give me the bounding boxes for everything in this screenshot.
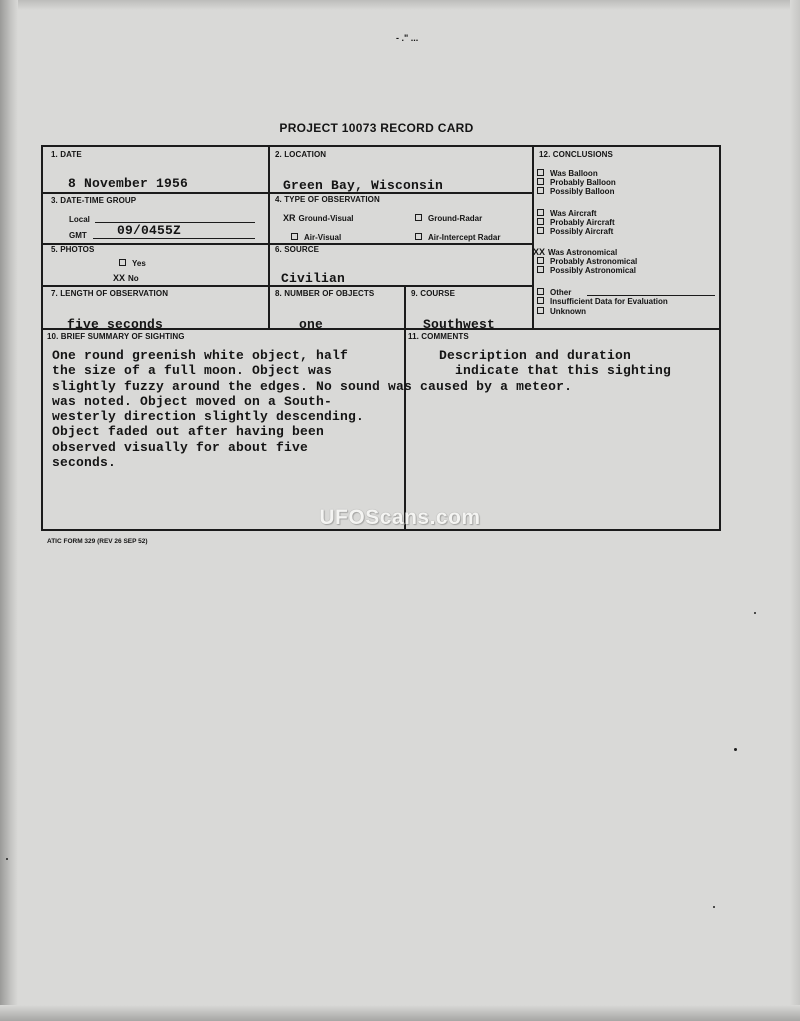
conclusion-possibly-aircraft: Possibly Aircraft [537, 227, 613, 236]
observation-type-label: 4. TYPE OF OBSERVATION [275, 195, 380, 204]
conclusion-was-astronomical: XX Was Astronomical [533, 247, 618, 257]
form-id: ATIC FORM 329 (REV 26 SEP 52) [47, 538, 148, 545]
conclusion-probably-balloon: Probably Balloon [537, 178, 616, 187]
number-label: 8. NUMBER OF OBJECTS [275, 289, 375, 298]
checkbox-icon [415, 233, 422, 240]
scan-edge-bottom [0, 1005, 800, 1021]
divider [268, 147, 270, 329]
length-label: 7. LENGTH OF OBSERVATION [51, 289, 169, 298]
option-air-visual: Air-Visual [291, 233, 341, 242]
conclusion-probably-astronomical: Probably Astronomical [537, 257, 637, 266]
checkbox-icon [537, 297, 544, 304]
checkbox-icon [537, 209, 544, 216]
option-air-intercept-radar: Air-Intercept Radar [415, 233, 500, 242]
conclusion-was-aircraft: Was Aircraft [537, 209, 597, 218]
gmt-value: 09/0455Z [117, 223, 182, 238]
checkbox-icon [537, 218, 544, 225]
summary-label: 10. BRIEF SUMMARY OF SIGHTING [47, 332, 185, 341]
checkbox-icon [537, 227, 544, 234]
conclusion-possibly-astronomical: Possibly Astronomical [537, 266, 636, 275]
margin-note: - ." ... [396, 33, 419, 43]
number-value: one [299, 317, 324, 332]
course-value: Southwest [423, 317, 496, 332]
watermark: UFOScans.com [319, 506, 481, 529]
conclusion-probably-aircraft: Probably Aircraft [537, 218, 615, 227]
checkbox-icon [537, 187, 544, 194]
checkbox-icon [537, 169, 544, 176]
photos-no: XX No [113, 273, 139, 283]
photos-label: 5. PHOTOS [51, 245, 95, 254]
option-ground-radar: Ground-Radar [415, 214, 482, 223]
conclusion-unknown: Unknown [537, 307, 586, 316]
source-label: 6. SOURCE [275, 245, 320, 254]
course-label: 9. COURSE [411, 289, 456, 298]
conclusion-possibly-balloon: Possibly Balloon [537, 187, 614, 196]
record-card [41, 145, 721, 531]
location-value: Green Bay, Wisconsin [283, 178, 444, 193]
local-label: Local [69, 215, 90, 224]
option-ground-visual: XR Ground-Visual [283, 213, 354, 223]
gmt-label: GMT [69, 231, 87, 240]
scan-speck [754, 612, 756, 614]
photos-yes: Yes [119, 259, 146, 268]
checkbox-icon [537, 266, 544, 273]
length-value: five seconds [67, 317, 164, 332]
checkbox-icon [119, 259, 126, 266]
checkbox-icon [291, 233, 298, 240]
conclusion-was-balloon: Was Balloon [537, 169, 598, 178]
conclusions-label: 12. CONCLUSIONS [539, 150, 613, 159]
gmt-line [93, 238, 255, 239]
summary-text: One round greenish white object, half the size of a full moon. Object was slightly fuzzy around the edges. No sound was caused by a meteor. was noted. Object moved on a South- westerly direction slightly descending. Object faded out after having been observed visually for about five seconds. [52, 348, 573, 471]
other-line [587, 295, 715, 296]
card-title: PROJECT 10073 RECORD CARD [279, 121, 474, 135]
comments-label: 11. COMMENTS [408, 332, 469, 341]
comments-text: Description and duration indicate that this sighting [439, 348, 672, 379]
scan-speck [734, 748, 737, 751]
location-label: 2. LOCATION [275, 150, 327, 159]
checkbox-icon [537, 288, 544, 295]
conclusion-insufficient-data: Insufficient Data for Evaluation [537, 297, 668, 306]
scan-speck [6, 858, 8, 860]
dtg-label: 3. DATE-TIME GROUP [51, 196, 137, 205]
checkbox-icon [415, 214, 422, 221]
source-value: Civilian [281, 271, 346, 286]
date-label: 1. DATE [51, 150, 82, 159]
conclusion-other: Other [537, 288, 571, 297]
scan-edge-top [0, 0, 800, 10]
divider [532, 147, 534, 329]
scan-speck [713, 906, 715, 908]
checkbox-icon [537, 178, 544, 185]
checkbox-icon [537, 257, 544, 264]
checkbox-icon [537, 307, 544, 314]
date-value: 8 November 1956 [68, 176, 189, 191]
